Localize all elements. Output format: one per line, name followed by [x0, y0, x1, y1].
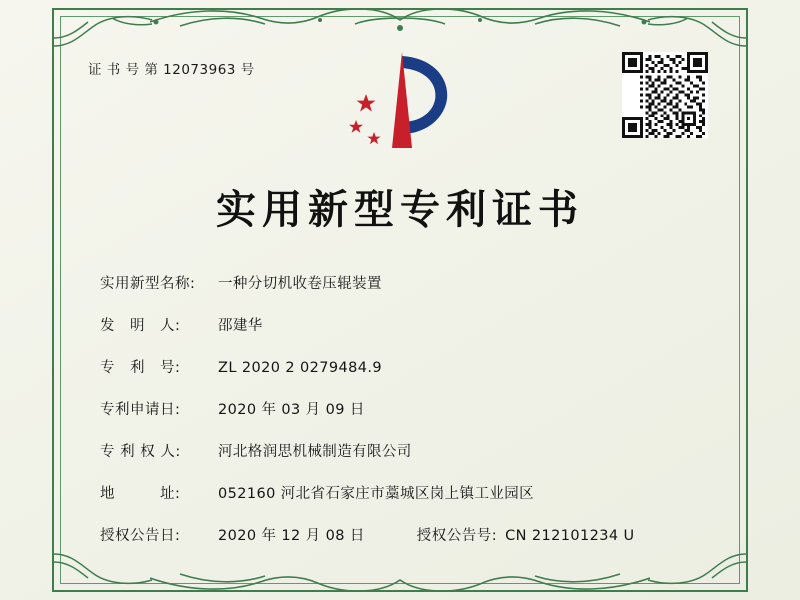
field-value-inventor: 邵建华 [218, 318, 263, 334]
field-value-announcement-date: 2020 年 12 月 08 日 [218, 528, 365, 544]
certificate-number: 证 书 号 第 12073963 号 [88, 62, 255, 78]
field-row-patent-number [100, 356, 710, 377]
field-value-address: 052160 河北省石家庄市藁城区岗上镇工业园区 [218, 486, 535, 502]
field-label-patentee: 专 利 权 人: [100, 444, 181, 460]
field-label-inventor: 发 明 人: [100, 318, 181, 334]
field-value-announcement-number: CN 212101234 U [505, 528, 635, 544]
field-value-application-date: 2020 年 03 月 09 日 [218, 402, 365, 418]
field-value-patentee: 河北格润思机械制造有限公司 [218, 444, 412, 460]
cnipa-emblem-icon [340, 48, 460, 158]
field-label-patent-number: 专 利 号: [100, 360, 181, 376]
field-row-application-date [100, 398, 710, 419]
field-row-patentee [100, 440, 710, 461]
field-label-utility-model-name: 实用新型名称: [100, 276, 196, 292]
field-label-address: 地 址: [100, 486, 181, 502]
field-value-patent-number: ZL 2020 2 0279484.9 [218, 360, 382, 376]
field-row-inventor [100, 314, 710, 335]
field-row-address [100, 482, 710, 503]
field-row-utility-model-name [100, 272, 710, 293]
announcement-number-group [417, 524, 635, 545]
qr-code [622, 52, 708, 138]
certificate-fields [100, 272, 710, 545]
field-label-announcement-date: 授权公告日: [100, 528, 181, 544]
field-value-utility-model-name: 一种分切机收卷压辊装置 [218, 276, 382, 292]
field-label-application-date: 专利申请日: [100, 402, 181, 418]
field-label-announcement-number: 授权公告号: [416, 528, 498, 544]
page-title: 实用新型专利证书 [216, 187, 584, 233]
field-row-announcement [100, 524, 710, 545]
